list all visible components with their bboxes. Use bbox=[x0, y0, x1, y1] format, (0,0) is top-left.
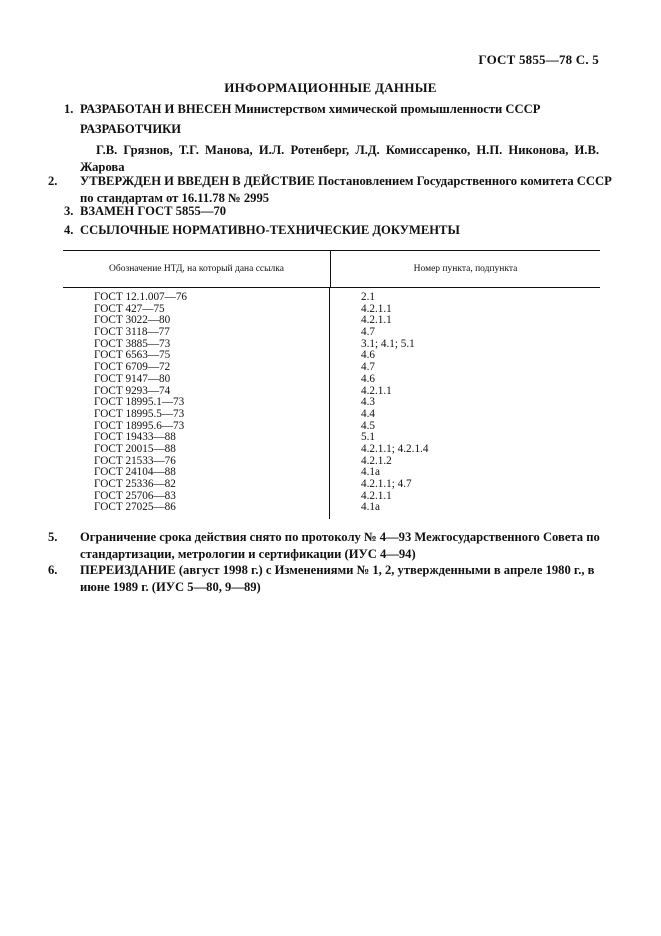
table-row-clause: 4.2.1.2 bbox=[361, 454, 392, 467]
table-row-document: ГОСТ 9147—80 bbox=[94, 372, 171, 385]
table-row-document: ГОСТ 24104—88 bbox=[94, 466, 176, 479]
table-header-document: Обозначение НТД, на который дана ссылка bbox=[63, 251, 331, 287]
table-row-document: ГОСТ 12.1.007—76 bbox=[94, 291, 188, 303]
table-row-document: ГОСТ 3118—77 bbox=[94, 326, 170, 339]
table-row-clause: 5.1 bbox=[361, 431, 375, 444]
table-column-clauses bbox=[330, 288, 600, 519]
page-header-code: ГОСТ 5855—78 С. 5 bbox=[478, 52, 599, 67]
section-title: ИНФОРМАЦИОННЫЕ ДАННЫЕ bbox=[224, 80, 437, 95]
table-row-clause: 4.2.1.1; 4.2.1.4 bbox=[361, 442, 429, 455]
table-row-document: ГОСТ 9293—74 bbox=[94, 384, 171, 397]
table-row-document: ГОСТ 27025—86 bbox=[94, 501, 176, 514]
table-row-document: ГОСТ 3885—73 bbox=[94, 337, 171, 350]
item-2 bbox=[48, 173, 615, 207]
table-row-document: ГОСТ 25706—83 bbox=[94, 489, 176, 502]
item-2-text: УТВЕРЖДЕН И ВВЕДЕН В ДЕЙСТВИЕ Постановлением Государственного комитета СССР по стандартам от 16.11.78 № 2995 bbox=[80, 174, 612, 205]
item-5-number: 5. bbox=[48, 530, 58, 544]
table-row-clause: 4.6 bbox=[361, 372, 375, 385]
table-row-clause: 4.6 bbox=[361, 349, 375, 362]
item-6-number: 6. bbox=[48, 563, 58, 577]
reference-documents-table bbox=[63, 250, 600, 519]
table-row-document: ГОСТ 20015—88 bbox=[94, 442, 176, 455]
item-6-text: ПЕРЕИЗДАНИЕ (август 1998 г.) с Изменениями № 1, 2, утвержденными в апреле 1980 г., в июне 1989 г. (ИУС 5—80, 9—89) bbox=[80, 563, 595, 594]
table-row-clause: 4.7 bbox=[361, 361, 375, 374]
table-row-clause: 4.2.1.1 bbox=[361, 314, 392, 327]
table-row-clause: 4.7 bbox=[361, 326, 375, 339]
item-5-text: Ограничение срока действия снято по протоколу № 4—93 Межгосударственного Совета по стандартизации, метрологии и сертификации (ИУС 4—94) bbox=[80, 530, 600, 561]
table-row-clause: 4.4 bbox=[361, 407, 375, 420]
table-column-documents bbox=[63, 288, 330, 519]
item-6 bbox=[48, 562, 615, 596]
item-4-text: ССЫЛОЧНЫЕ НОРМАТИВНО-ТЕХНИЧЕСКИЕ ДОКУМЕНТЫ bbox=[80, 223, 460, 237]
developers-list: Г.В. Грязнов, Т.Г. Манова, И.Л. Ротенберг, Л.Д. Комиссаренко, Н.П. Никонова, И.В. Жарова bbox=[80, 143, 599, 174]
table-row-document: ГОСТ 3022—80 bbox=[94, 314, 171, 327]
item-2-number: 2. bbox=[48, 174, 58, 188]
item-5 bbox=[48, 529, 615, 563]
table-row-document: ГОСТ 6563—75 bbox=[94, 349, 171, 362]
table-row-document: ГОСТ 6709—72 bbox=[94, 361, 171, 374]
table-header-row bbox=[63, 251, 600, 288]
item-3-number: 3. bbox=[64, 204, 74, 218]
table-row-clause: 4.2.1.1; 4.7 bbox=[361, 478, 412, 490]
table-body bbox=[63, 288, 600, 519]
table-row-clause: 4.2.1.1 bbox=[361, 384, 392, 397]
table-row-document: ГОСТ 18995.6—73 bbox=[94, 419, 185, 432]
table-row-clause: 4.1а bbox=[361, 501, 380, 514]
item-4 bbox=[64, 222, 599, 239]
item-1-text: РАЗРАБОТАН И ВНЕСЕН Министерством химической промышленности СССР bbox=[80, 102, 541, 116]
item-1 bbox=[64, 101, 599, 118]
table-row-clause: 4.2.1.1 bbox=[361, 489, 392, 502]
table-row-document: ГОСТ 18995.1—73 bbox=[94, 396, 185, 409]
item-1-number: 1. bbox=[64, 102, 74, 116]
table-row-clause: 2.1 bbox=[361, 291, 375, 303]
developers-heading: РАЗРАБОТЧИКИ bbox=[80, 122, 182, 136]
item-3 bbox=[64, 203, 599, 220]
table-row-clause: 4.3 bbox=[361, 396, 375, 409]
table-row-document: ГОСТ 21533—76 bbox=[94, 454, 176, 467]
table-row-document: ГОСТ 427—75 bbox=[94, 302, 165, 315]
table-row-document: ГОСТ 19433—88 bbox=[94, 431, 176, 444]
table-row-clause: 4.5 bbox=[361, 419, 375, 432]
table-header-clause: Номер пункта, подпункта bbox=[413, 264, 518, 274]
table-row-document: ГОСТ 25336—82 bbox=[94, 478, 176, 490]
item-3-text: ВЗАМЕН ГОСТ 5855—70 bbox=[80, 204, 227, 218]
table-row-clause: 4.2.1.1 bbox=[361, 302, 392, 315]
item-4-number: 4. bbox=[64, 223, 74, 237]
table-row-document: ГОСТ 18995.5—73 bbox=[94, 407, 185, 420]
table-row-clause: 3.1; 4.1; 5.1 bbox=[361, 337, 415, 350]
table-row-clause: 4.1а bbox=[361, 466, 380, 479]
